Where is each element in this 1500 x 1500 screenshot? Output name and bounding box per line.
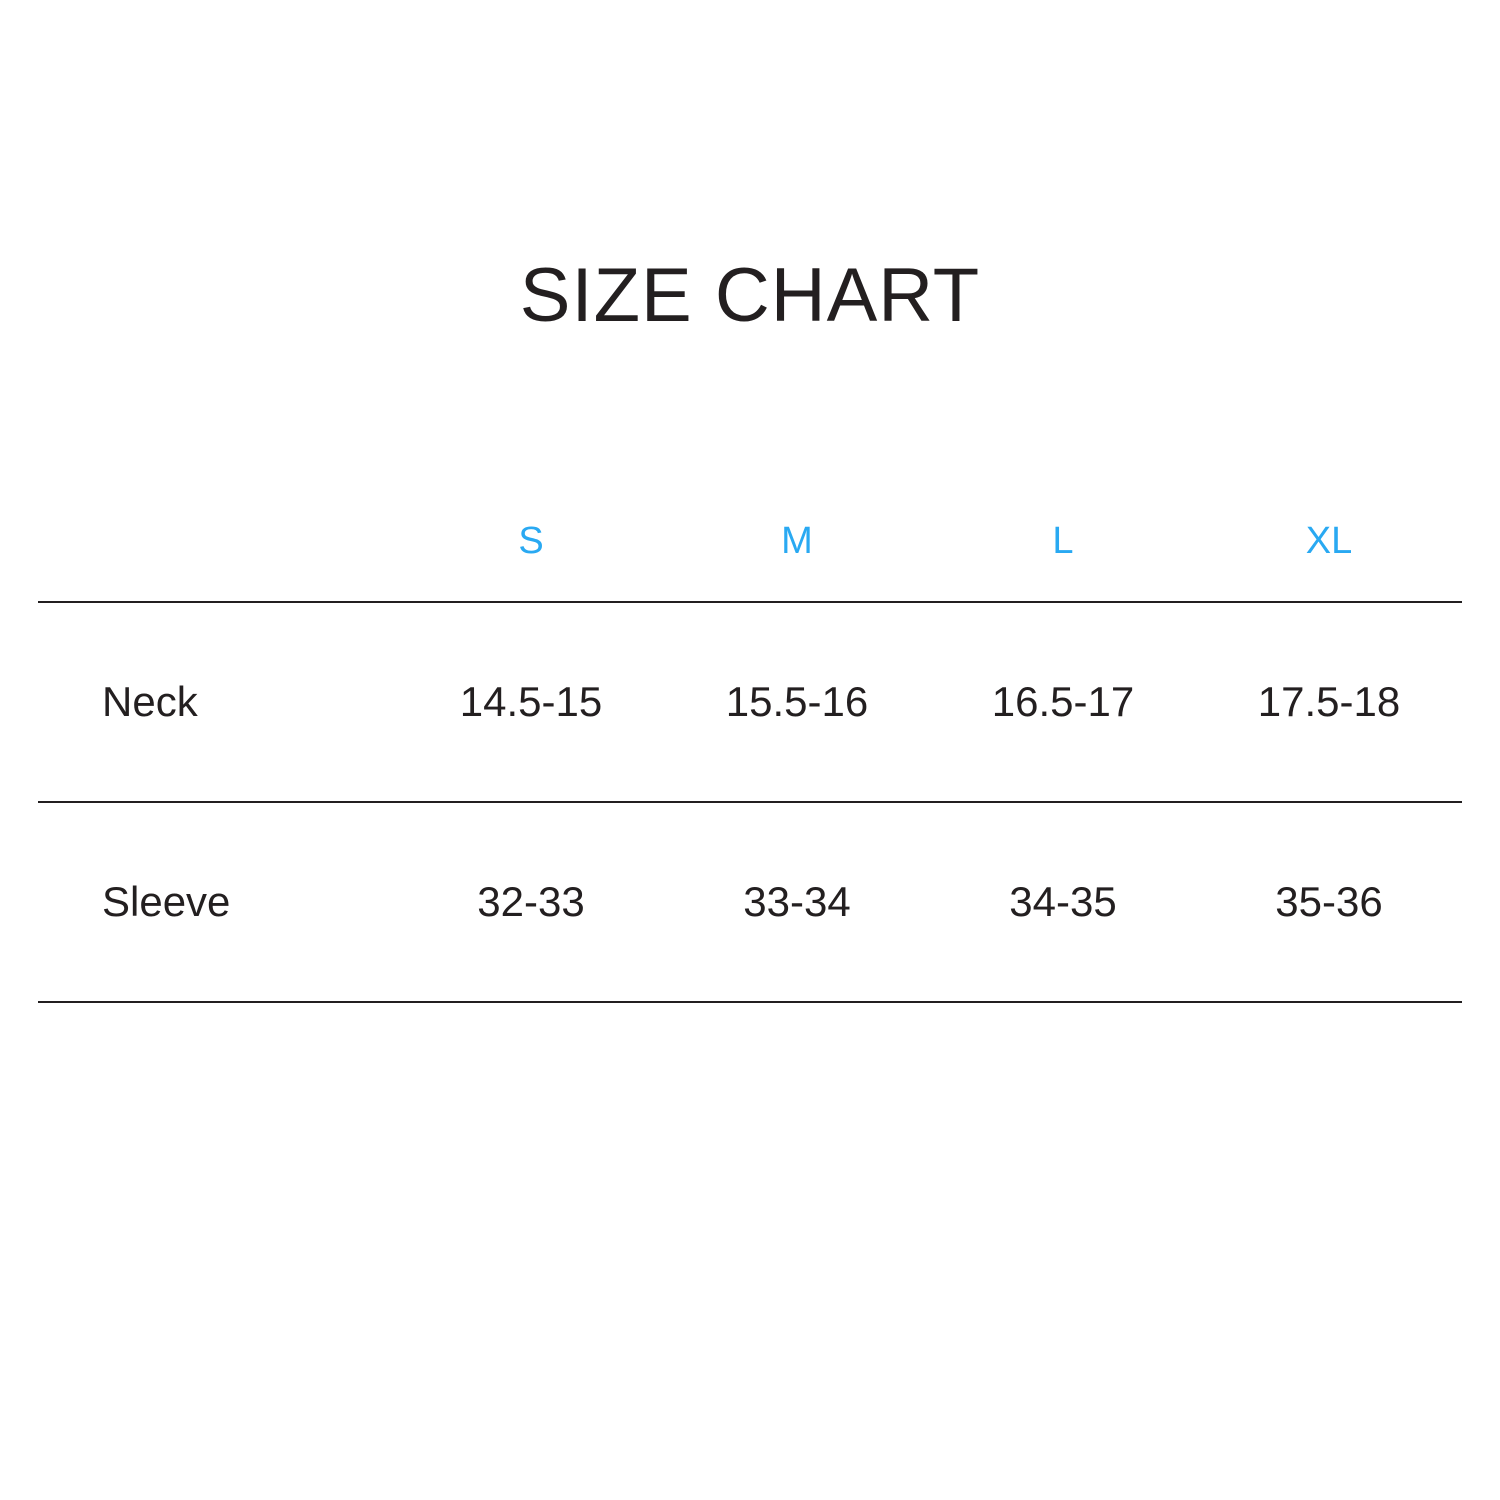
cell-neck-xl: 17.5-18 <box>1257 678 1401 725</box>
cell-neck-s: 14.5-15 <box>459 678 603 725</box>
row-label-neck: Neck <box>102 678 198 725</box>
cell-sleeve-m: 33-34 <box>743 878 851 925</box>
cell-sleeve-l: 34-35 <box>1009 878 1117 925</box>
table-header-row <box>38 520 1462 602</box>
cell-sleeve-xl: 35-36 <box>1275 878 1383 925</box>
column-header-measurement <box>38 520 398 602</box>
size-chart-table-wrapper <box>38 520 1462 1003</box>
column-header-xl: XL <box>1305 520 1353 562</box>
row-label-sleeve: Sleeve <box>102 878 231 925</box>
cell-sleeve-s: 32-33 <box>477 878 585 925</box>
table-body <box>38 602 1462 1002</box>
column-header-s: S <box>518 520 544 562</box>
table-row <box>38 602 1462 802</box>
column-header-l: L <box>1052 520 1074 562</box>
size-chart-table <box>38 520 1462 1003</box>
table-row <box>38 802 1462 1002</box>
table-header <box>38 520 1462 602</box>
cell-neck-l: 16.5-17 <box>991 678 1135 725</box>
column-header-m: M <box>781 520 813 562</box>
page-title: SIZE CHART <box>519 253 981 338</box>
cell-neck-m: 15.5-16 <box>725 678 869 725</box>
